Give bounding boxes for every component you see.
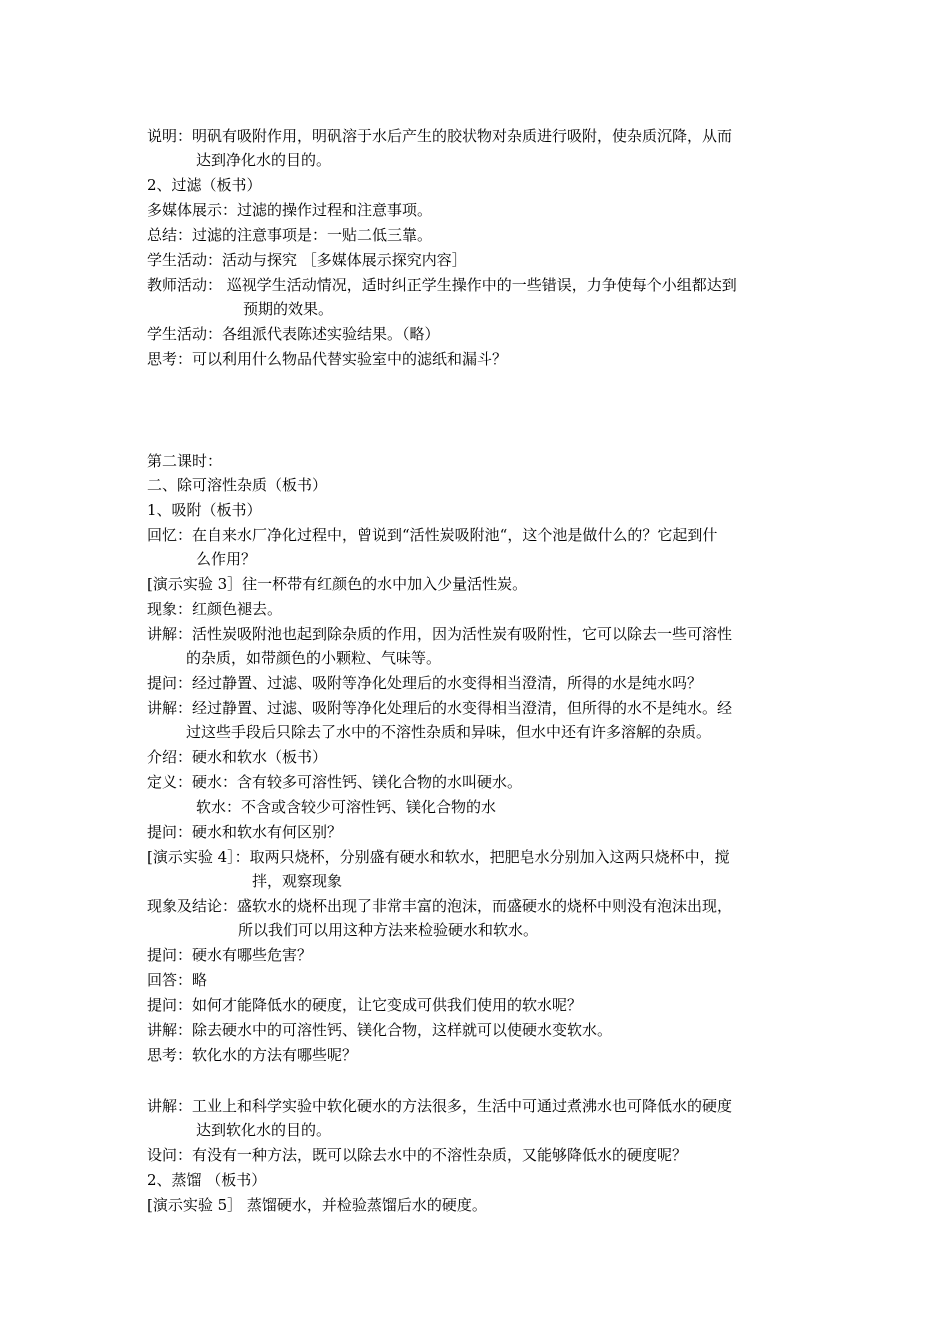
text-line: 讲解：活性炭吸附池也起到除杂质的作用，因为活性炭有吸附性，它可以除去一些可溶性: [147, 625, 733, 643]
text-line: [演示实验 5］ 蒸馏硬水，并检验蒸馏后水的硬度。: [147, 1196, 487, 1214]
text-line: 学生活动：各组派代表陈述实验结果。（略）: [147, 325, 440, 343]
section-heading: 2、蒸馏 （板书）: [147, 1171, 267, 1189]
text-line: 现象及结论：盛软水的烧杯出现了非常丰富的泡沫，而盛硬水的烧杯中则没有泡沫出现，: [147, 897, 733, 915]
text-line: 多媒体展示：过滤的操作过程和注意事项。: [147, 201, 433, 219]
text-line: 学生活动：活动与探究 ［多媒体展示探究内容］: [147, 251, 467, 269]
text-line: 总结：过滤的注意事项是：一贴二低三靠。: [147, 226, 433, 244]
text-line-continuation: 么作用？: [196, 550, 257, 568]
text-line: 提问：硬水和软水有何区别？: [147, 823, 343, 841]
text-line-continuation: 拌，观察现象: [252, 872, 343, 890]
text-line-continuation: 所以我们可以用这种方法来检验硬水和软水。: [238, 921, 539, 939]
text-line: [演示实验 4］：取两只烧杯，分别盛有硬水和软水，把肥皂水分别加入这两只烧杯中，搅: [147, 848, 730, 866]
text-line: 现象：红颜色褪去。: [147, 600, 283, 618]
text-line: 设问：有没有一种方法，既可以除去水中的不溶性杂质，又能够降低水的硬度呢？: [147, 1146, 688, 1164]
text-line: 思考：软化水的方法有哪些呢？: [147, 1046, 358, 1064]
text-line: 提问：硬水有哪些危害？: [147, 946, 313, 964]
section-heading: 第二课时：: [147, 452, 223, 470]
text-line: 讲解：除去硬水中的可溶性钙、镁化合物，这样就可以使硬水变软水。: [147, 1021, 613, 1039]
text-line: 思考：可以利用什么物品代替实验室中的滤纸和漏斗？: [147, 350, 508, 368]
text-line-continuation: 达到净化水的目的。: [196, 151, 332, 169]
text-line-continuation: 预期的效果。: [243, 300, 334, 318]
section-heading: 二、除可溶性杂质（板书）: [147, 476, 328, 494]
text-line: 回答：略: [147, 971, 208, 989]
text-line: 讲解：经过静置、过滤、吸附等净化处理后的水变得相当澄清，但所得的水不是纯水。经: [147, 699, 733, 717]
text-line: 介绍：硬水和软水（板书）: [147, 748, 328, 766]
text-line: 说明：明矾有吸附作用，明矾溶于水后产生的胶状物对杂质进行吸附，使杂质沉降，从而: [147, 127, 733, 145]
section-heading: 1、吸附（板书）: [147, 501, 262, 519]
text-line: 讲解：工业上和科学实验中软化硬水的方法很多，生活中可通过煮沸水也可降低水的硬度: [147, 1097, 733, 1115]
text-line-continuation: 过这些手段后只除去了水中的不溶性杂质和异味，但水中还有许多溶解的杂质。: [186, 723, 712, 741]
text-line-continuation: 达到软化水的目的。: [196, 1121, 332, 1139]
text-line: [演示实验 3］往一杯带有红颜色的水中加入少量活性炭。: [147, 575, 528, 593]
text-line: 教师活动： 巡视学生活动情况，适时纠正学生操作中的一些错误，力争使每个小组都达到: [147, 276, 737, 294]
text-line: 提问：经过静置、过滤、吸附等净化处理后的水变得相当澄清，所得的水是纯水吗？: [147, 674, 703, 692]
text-line: 回忆：在自来水厂净化过程中，曾说到“活性炭吸附池“，这个池是做什么的？它起到什: [147, 526, 718, 544]
text-line-continuation: 的杂质，如带颜色的小颗粒、气味等。: [186, 649, 442, 667]
text-line: 定义：硬水：含有较多可溶性钙、镁化合物的水叫硬水。: [147, 773, 523, 791]
section-heading: 2、过滤（板书）: [147, 176, 262, 194]
text-line: 提问：如何才能降低水的硬度，让它变成可供我们使用的软水呢？: [147, 996, 583, 1014]
text-line: 软水：不含或含较少可溶性钙、镁化合物的水: [196, 798, 497, 816]
